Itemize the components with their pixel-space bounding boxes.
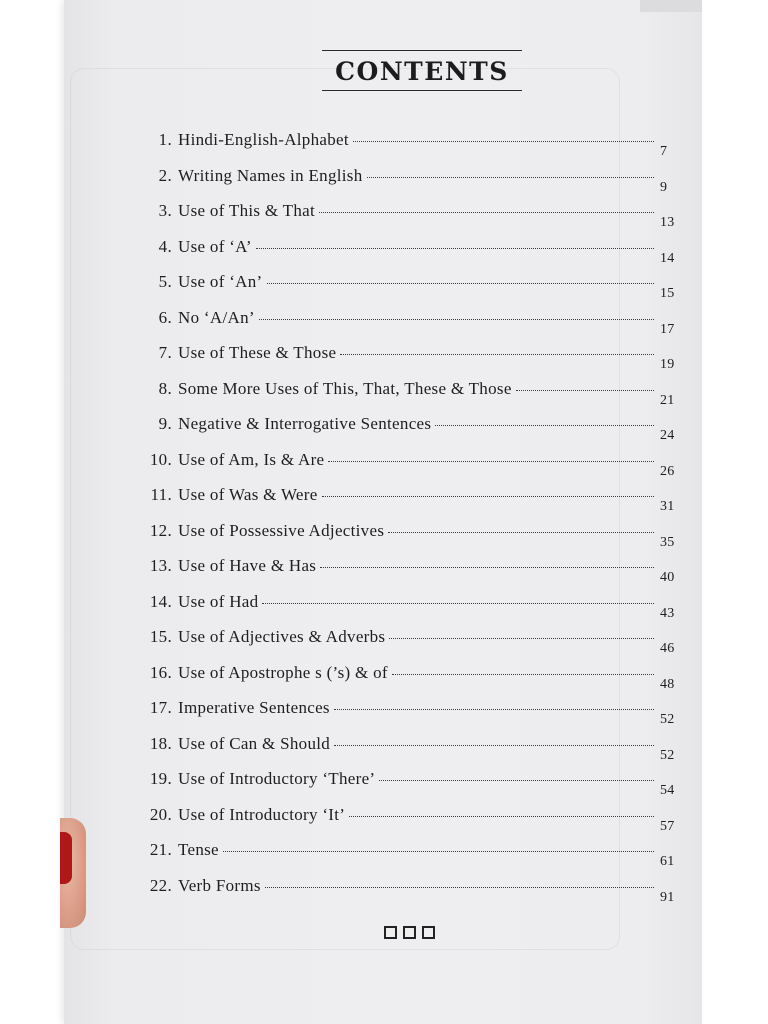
dot-leader (379, 780, 654, 781)
toc-entry[interactable] (136, 876, 688, 912)
entry-title: Imperative Sentences (178, 698, 330, 717)
three-square-ornament-icon (384, 926, 435, 939)
entry-title: Use of Can & Should (178, 733, 331, 753)
dot-leader (353, 141, 654, 142)
toc-entry[interactable] (136, 592, 688, 628)
dot-leader (328, 461, 654, 462)
entry-number: 13. (149, 556, 172, 575)
contents-heading: CONTENTS (322, 50, 522, 91)
entry-title: Use of Was & Were (178, 485, 318, 504)
dot-leader (322, 496, 654, 497)
entry-title: Use of Apostrophe s (’s) & of (178, 662, 388, 682)
entry-title: Some More Uses of This, That, These & Those (178, 378, 512, 398)
toc-entry[interactable] (136, 237, 688, 273)
entry-number: 3. (158, 201, 172, 220)
toc-entry[interactable] (136, 414, 688, 450)
entry-page-number: 40 (660, 570, 675, 585)
entry-title: Use of Possessive Adjectives (178, 520, 385, 540)
entry-title: Use of ‘An’ (178, 272, 263, 291)
entry-number: 19. (149, 769, 172, 788)
toc-entry[interactable] (136, 485, 688, 521)
entry-page-number: 9 (660, 179, 668, 195)
toc-entry[interactable] (136, 840, 688, 876)
entry-number: 4. (158, 236, 172, 256)
ornament-square-icon (384, 926, 397, 939)
entry-number: 21. (149, 840, 172, 859)
toc-entry[interactable] (136, 805, 688, 841)
entry-page-number: 48 (660, 676, 675, 692)
entry-title: No ‘A/An’ (178, 307, 255, 327)
dot-leader (388, 532, 654, 533)
entry-number: 12. (149, 520, 172, 540)
entry-page-number: 91 (660, 889, 675, 905)
entry-page-number: 52 (660, 712, 675, 727)
entry-page-number: 13 (660, 215, 675, 230)
entry-number: 17. (149, 698, 172, 717)
entry-title: Verb Forms (178, 875, 261, 895)
entry-page-number: 31 (660, 499, 675, 514)
entry-title: Use of Have & Has (178, 556, 317, 575)
entry-page-number: 57 (660, 818, 675, 834)
entry-number: 11. (150, 485, 172, 504)
toc-entry[interactable] (136, 769, 688, 805)
entry-number: 5. (158, 272, 172, 291)
entry-title: Use of Introductory ‘It’ (178, 804, 346, 824)
entry-title: Use of Adjectives & Adverbs (178, 627, 386, 646)
toc-entry[interactable] (136, 379, 688, 415)
dot-leader (334, 745, 654, 746)
entry-page-number: 43 (660, 605, 675, 621)
entry-title: Use of Had (178, 591, 259, 611)
entry-number: 18. (149, 733, 172, 753)
entry-title: Writing Names in English (178, 165, 363, 185)
entry-title: Use of ‘A’ (178, 236, 252, 256)
toc-entry[interactable] (136, 734, 688, 770)
entry-page-number: 52 (660, 747, 675, 763)
entry-number: 22. (149, 875, 172, 895)
toc-entry[interactable] (136, 308, 688, 344)
page-edge (640, 0, 702, 12)
ornament-square-icon (403, 926, 416, 939)
dot-leader (256, 248, 654, 249)
entry-title: Use of These & Those (178, 343, 337, 362)
dot-leader (367, 177, 654, 178)
dot-leader (334, 709, 654, 710)
entry-title: Hindi-English-Alphabet (178, 130, 349, 149)
entry-number: 6. (158, 307, 172, 327)
entry-title: Use of This & That (178, 201, 315, 220)
entry-number: 8. (158, 378, 172, 398)
table-of-contents (136, 130, 688, 911)
entry-number: 10. (149, 449, 172, 469)
dot-leader (319, 212, 654, 213)
dot-leader (320, 567, 654, 568)
toc-entry[interactable] (136, 450, 688, 486)
dot-leader (267, 283, 655, 284)
entry-page-number: 14 (660, 250, 675, 266)
dot-leader (265, 887, 654, 888)
entry-page-number: 15 (660, 286, 675, 301)
dot-leader (392, 674, 654, 675)
entry-page-number: 17 (660, 321, 675, 337)
dot-leader (259, 319, 654, 320)
entry-title: Use of Am, Is & Are (178, 449, 325, 469)
dot-leader (340, 354, 654, 355)
entry-page-number: 61 (660, 854, 675, 869)
entry-page-number: 24 (660, 428, 675, 443)
dot-leader (223, 851, 654, 852)
entry-number: 14. (149, 591, 172, 611)
entry-title: Negative & Interrogative Sentences (178, 414, 432, 433)
toc-entry[interactable] (136, 556, 688, 592)
dot-leader (349, 816, 654, 817)
toc-entry[interactable] (136, 343, 688, 379)
toc-entry[interactable] (136, 627, 688, 663)
entry-title: Tense (178, 840, 219, 859)
toc-entry[interactable] (136, 521, 688, 557)
toc-entry[interactable] (136, 201, 688, 237)
entry-page-number: 26 (660, 463, 675, 479)
entry-number: 9. (158, 414, 172, 433)
toc-entry[interactable] (136, 166, 688, 202)
toc-entry[interactable] (136, 130, 688, 166)
dot-leader (389, 638, 654, 639)
dot-leader (435, 425, 654, 426)
toc-entry[interactable] (136, 663, 688, 699)
painted-nail (60, 832, 72, 884)
entry-page-number: 46 (660, 641, 675, 656)
entry-number: 1. (158, 130, 172, 149)
dot-leader (516, 390, 654, 391)
toc-entry[interactable] (136, 272, 688, 308)
entry-number: 16. (149, 662, 172, 682)
entry-title: Use of Introductory ‘There’ (178, 769, 376, 788)
dot-leader (262, 603, 654, 604)
entry-number: 7. (158, 343, 172, 362)
toc-entry[interactable] (136, 698, 688, 734)
entry-page-number: 19 (660, 357, 675, 372)
entry-page-number: 35 (660, 534, 675, 550)
entry-number: 20. (149, 804, 172, 824)
ornament-square-icon (422, 926, 435, 939)
entry-page-number: 21 (660, 392, 675, 408)
entry-page-number: 54 (660, 783, 675, 798)
entry-number: 15. (149, 627, 172, 646)
entry-number: 2. (158, 165, 172, 185)
entry-page-number: 7 (660, 144, 668, 159)
